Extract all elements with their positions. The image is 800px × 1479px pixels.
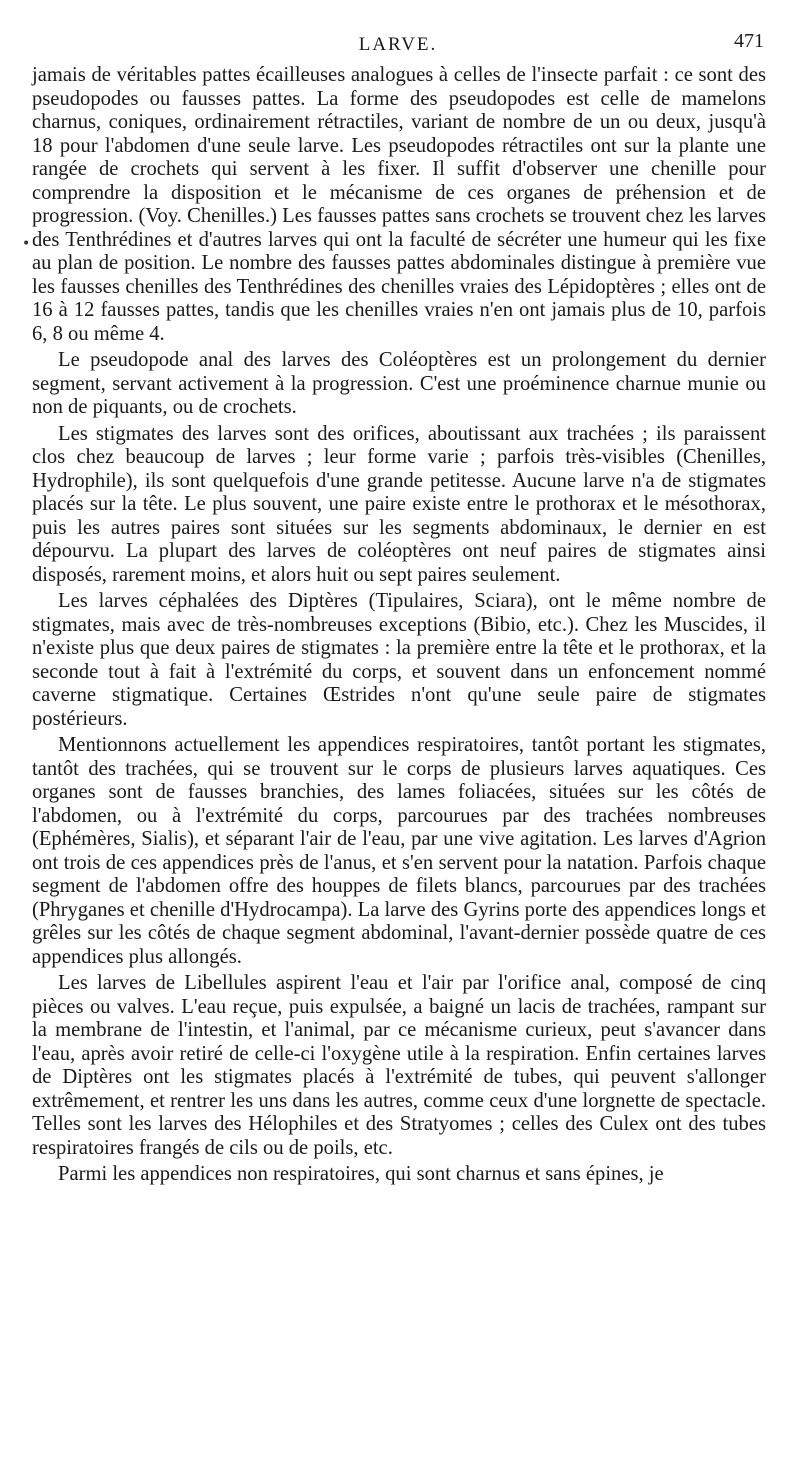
paragraph-1: jamais de véritables pattes écailleuses analogues à celles de l'insecte parfait : ce sont des pseudopodes ou fausses pattes. La forme des pseudopodes est celle de mamelons charnus, coniques, ordinairement rétractiles, variant de nombre de un ou deux, jusqu'à 18 pour l'abdomen d'une seule larve. Les pseudopodes rétractiles ont sur la plante une rangée de crochets qui servent à les fixer. Il suffit d'observer une chenille pour comprendre la disposition et le mécanisme de ces organes de préhension et de progression. (Voy. Chenilles.) Les fausses pattes sans crochets se trouvent chez les larves des Tenthrédines et d'autres larves qui ont la faculté de sécréter une humeur qui les fixe au plan de position. Le nombre des fausses pattes abdominales distingue à première vue les fausses chenilles des Tenthrédines des chenilles vraies des Lépidoptères ; elles ont de 16 à 12 fausses pattes, tandis que les chenilles vraies n'en ont jamais plus de 10, parfois 6, 8 ou même 4.	[32, 64, 766, 345]
margin-speck: •	[22, 236, 31, 252]
paragraph-5: Mentionnons actuellement les appendices respiratoires, tantôt portant les stigmates, tantôt des trachées, qui se trouvent sur le corps de plusieurs larves aquatiques. Ces organes sont de fausses branchies, des lames foliacées, situées sur les côtés de l'abdomen, ou à l'extrémité du corps, parcourues par des trachées nombreuses (Ephémères, Sialis), et séparant l'air de l'eau, par une vive agitation. Les larves d'Agrion ont trois de ces appendices près de l'anus, et s'en servent pour la natation. Parfois chaque segment de l'abdomen offre des houppes de filets blancs, parcourues par des trachées (Phryganes et chenille d'Hydrocampa). La larve des Gyrins porte des appendices longs et grêles sur les côtés de chaque segment abdominal, l'avant-dernier possède quatre de ces appendices plus allongés.	[32, 734, 766, 968]
paragraph-2: Le pseudopode anal des larves des Coléoptères est un prolongement du dernier segment, servant activement à la progression. C'est une proéminence charnue munie ou non de piquants, ou de crochets.	[32, 349, 766, 418]
page-header	[28, 30, 768, 64]
running-head: LARVE.	[358, 34, 438, 55]
paragraph-7: Parmi les appendices non respiratoires, qui sont charnus et sans épines, je	[58, 1163, 664, 1185]
paragraph-3: Les stigmates des larves sont des orifices, aboutissant aux trachées ; ils paraissent clos chez beaucoup de larves ; leur forme varie ; parfois très-visibles (Chenilles, Hydrophile), ils sont quelquefois d'une grande petitesse. Aucune larve n'a de stigmates placés sur la tête. Le plus souvent, une paire existe entre le prothorax et le mésothorax, puis les autres paires sont situées sur les segments abdominaux, le dernier en est dépourvu. La plupart des larves de coléoptères ont neuf paires de stigmates ainsi disposés, rarement moins, et alors huit ou sept paires seulement.	[32, 422, 766, 586]
page-number: 471	[734, 30, 764, 52]
paragraph-6: Les larves de Libellules aspirent l'eau et l'air par l'orifice anal, composé de cinq pièces ou valves. L'eau reçue, puis expulsée, a baigné un lacis de trachées, rampant sur la membrane de l'intestin, et l'animal, par ce mécanisme curieux, peut s'avancer dans l'eau, après avoir retiré de celle-ci l'oxygène utile à la respiration. Enfin certaines larves de Diptères ont les stigmates placés à l'extrémité de tubes, qui peuvent s'allonger extrêmement, et rentrer les uns dans les autres, comme ceux d'une lorgnette de spectacle. Telles sont les larves des Hélophiles et des Stratyomes ; celles des Culex ont des tubes respiratoires frangés de cils ou de poils, etc.	[32, 972, 766, 1159]
paragraph-4: Les larves céphalées des Diptères (Tipulaires, Sciara), ont le même nombre de stigmates, mais avec de très-nombreuses exceptions (Bibio, etc.). Chez les Muscides, il n'existe plus que deux paires de stigmates : la première entre la tête et le prothorax, et la seconde tout à fait à l'extrémité du corps, et souvent dans un enfoncement nommé caverne stigmatique. Certaines Œstrides n'ont qu'une seule paire de stigmates postérieurs.	[32, 590, 766, 730]
body-text	[32, 64, 766, 1187]
